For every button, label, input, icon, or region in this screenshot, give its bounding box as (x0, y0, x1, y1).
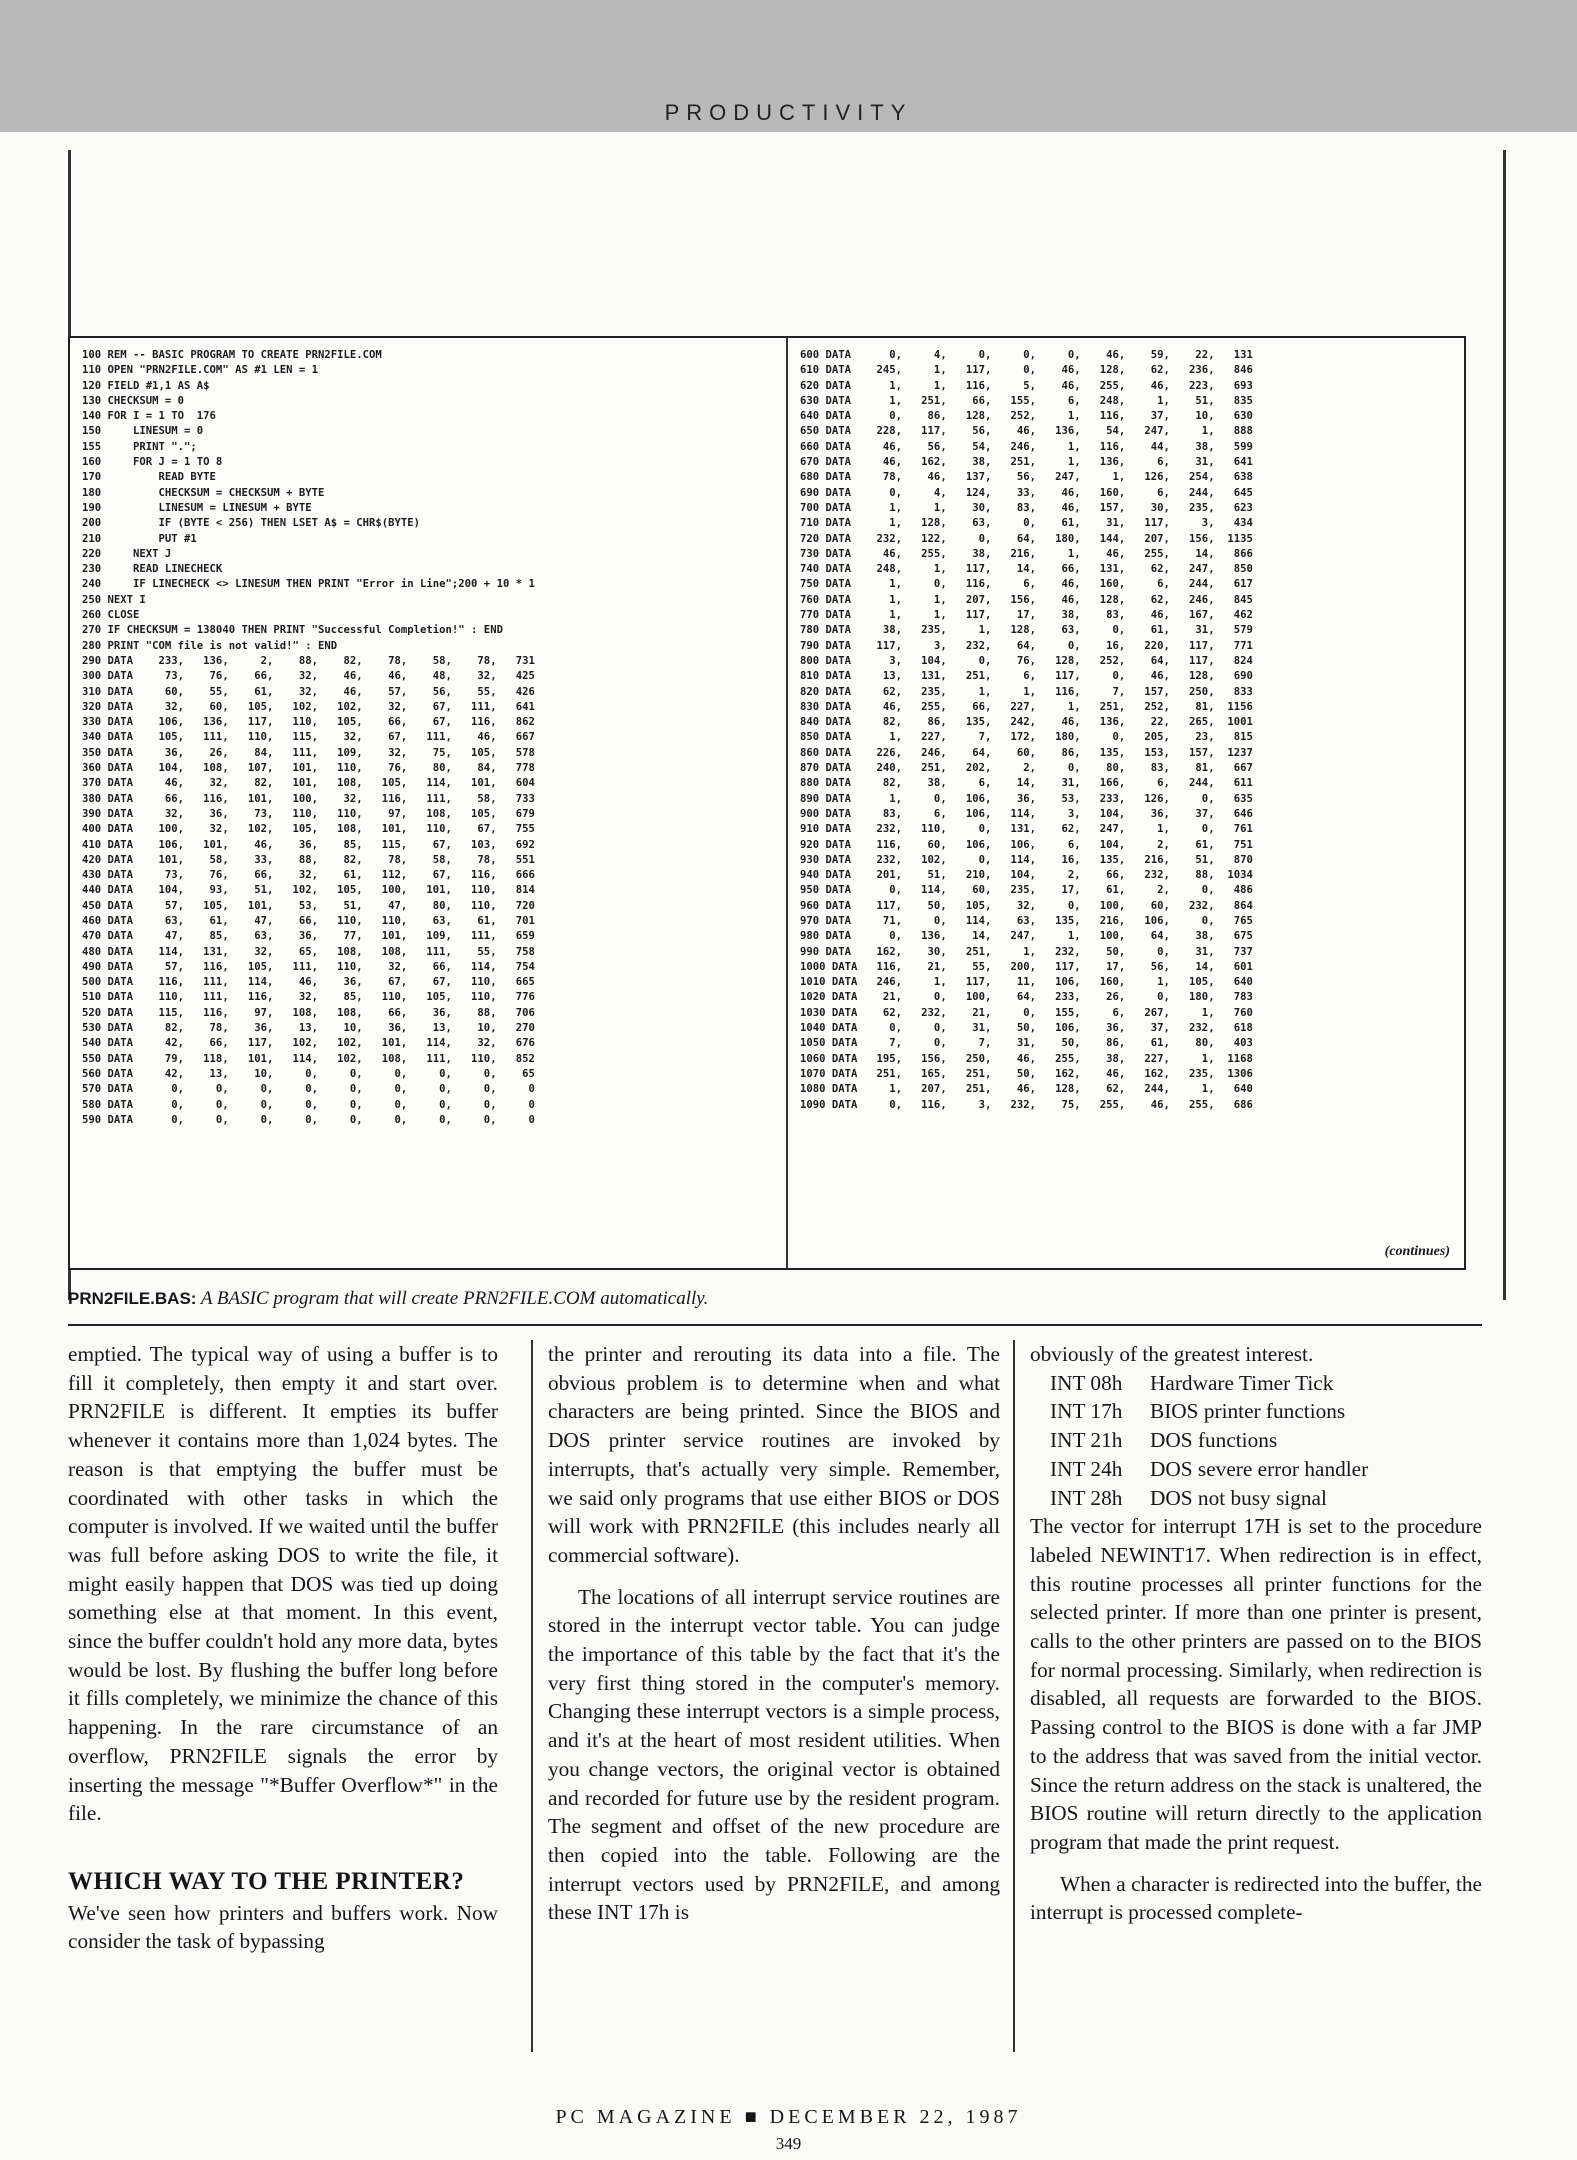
caption-rule (68, 1324, 1482, 1326)
article-column-1 (68, 1340, 498, 1956)
interrupt-desc: Hardware Timer Tick (1150, 1370, 1334, 1395)
listing-caption (68, 1288, 708, 1310)
list-item (1030, 1397, 1482, 1426)
paragraph: The vector for interrupt 17H is set to the procedure labeled NEWINT17. When redirection is in effect, this routine processes all printer functions for the selected printer. If more than one printer is present, calls to the other printers are passed on to the BIOS for normal processing. Similarly, when redirection is disabled, all requests are forwarded to the BIOS. Passing control to the BIOS is done with a far JMP to the address that was saved from the initial vector. Since the return address on the stack is unaltered, the BIOS routine will return directly to the application program that made the print request. (1030, 1514, 1482, 1854)
interrupt-code: INT 17h (1050, 1399, 1123, 1424)
column-rule (531, 1340, 533, 2052)
article-column-2 (548, 1340, 1000, 1927)
page-number: 349 (775, 2134, 802, 2153)
issue-date: DECEMBER 22, 1987 (769, 2106, 1022, 2128)
interrupt-desc: DOS functions (1150, 1428, 1278, 1453)
program-listing (68, 336, 1466, 1270)
paragraph: The locations of all interrupt service routines are stored in the interrupt vector table. You can judge the importance of this table by the fact that it's the very first thing stored in the computer's memory. Changing these interrupt vectors is a simple process, and it's at the heart of most resident utilities. When you change vectors, the original vector is obtained and recorded for future use by the resident program. The segment and offset of the new procedure are then copied into the table. Following are the interrupt vectors used by PRN2FILE, and among these INT 17h is (548, 1584, 1000, 1925)
paragraph: We've seen how printers and buffers work. Now consider the task of bypassing (68, 1900, 498, 1954)
list-item (1030, 1455, 1482, 1484)
listing-left-column: 100 REM -- BASIC PROGRAM TO CREATE PRN2FILE.COM 110 OPEN "PRN2FILE.COM" AS #1 LEN = 1 120 FIELD #1,1 AS A$ 130 CHECKSUM = 0 140 FOR I = 1 TO 176 150 LINESUM = 0 155 PRINT "."; 160 FOR J = 1 TO 8 170 READ BYTE 180 CHECKSUM = CHECKSUM + BYTE 190 LINESUM = LINESUM + BYTE 200 IF (BYTE < 256) THEN LSET A$ = CHR$(BYTE) 210 PUT #1 220 NEXT J 230 READ LINECHECK 240 IF LINECHECK <> LINESUM THEN PRINT "Error in Line";200 + 10 * 1 250 NEXT I 260 CLOSE 270 IF CHECKSUM = 138040 THEN PRINT "Successful Completion!" : END 280 PRINT "COM file is not valid!" : END 290 DATA 233, 136, 2, 88, 82, 78, 58, 78, 731 300 DATA 73, 76, 66, 32, 46, 46, 48, 32, 425 310 DATA 60, 55, 61, 32, 46, 57, 56, 55, 426 320 DATA 32, 60, 105, 102, 102, 32, 67, 111, 641 330 DATA 106, 136, 117, 110, 105, 66, 67, 116, 862 340 DATA 105, 111, 110, 115, 32, 67, 111, 46, 667 350 DATA 36, 26, 84, 111, 109, 32, 75, 105, 578 360 DATA 104, 108, 107, 101, 110, 76, 80, 84, 778 370 DATA 46, 32, 82, 101, 108, 105, 114, 101, 604 380 DATA 66, 116, 101, 100, 32, 116, 111, 58, 733 390 DATA 32, 36, 73, 110, 110, 97, 108, 105, 679 400 DATA 100, 32, 102, 105, 108, 101, 110, 67, 755 410 DATA 106, 101, 46, 36, 85, 115, 67, 103, 692 420 DATA 101, 58, 33, 88, 82, 78, 58, 78, 551 430 DATA 73, 76, 66, 32, 61, 112, 67, 116, 666 440 DATA 104, 93, 51, 102, 105, 100, 101, 110, 814 450 DATA 57, 105, 101, 53, 51, 47, 80, 110, 720 460 DATA 63, 61, 47, 66, 110, 110, 63, 61, 701 470 DATA 47, 85, 63, 36, 77, 101, 109, 111, 659 480 DATA 114, 131, 32, 65, 108, 108, 111, 55, 758 490 DATA 57, 116, 105, 111, 110, 32, 66, 114, 754 500 DATA 116, 111, 114, 46, 36, 67, 67, 110, 665 510 DATA 110, 111, 116, 32, 85, 110, 105, 110, 776 520 DATA 115, 116, 97, 108, 108, 66, 36, 88, 706 530 DATA 82, 78, 36, 13, 10, 36, 13, 10, 270 540 DATA 42, 66, 117, 102, 102, 101, 114, 32, 676 550 DATA 79, 118, 101, 114, 102, 108, 111, 110, 852 560 DATA 42, 13, 10, 0, 0, 0, 0, 0, 65 570 DATA 0, 0, 0, 0, 0, 0, 0, 0, 0 580 DATA 0, 0, 0, 0, 0, 0, 0, 0, 0 590 DATA 0, 0, 0, 0, 0, 0, 0, 0, 0 (82, 349, 535, 1126)
interrupt-list (1030, 1369, 1482, 1513)
section-heading: WHICH WAY TO THE PRINTER? (68, 1867, 465, 1895)
listing-right-column: 600 DATA 0, 4, 0, 0, 0, 46, 59, 22, 131 610 DATA 245, 1, 117, 0, 46, 128, 62, 236, 846 620 DATA 1, 1, 116, 5, 46, 255, 46, 223, 693 630 DATA 1, 251, 66, 155, 6, 248, 1, 51, 835 640 DATA 0, 86, 128, 252, 1, 116, 37, 10, 630 650 DATA 228, 117, 56, 46, 136, 54, 247, 1, 888 660 DATA 46, 56, 54, 246, 1, 116, 44, 38, 599 670 DATA 46, 162, 38, 251, 1, 136, 6, 31, 641 680 DATA 78, 46, 137, 56, 247, 1, 126, 254, 638 690 DATA 0, 4, 124, 33, 46, 160, 6, 244, 645 700 DATA 1, 1, 30, 83, 46, 157, 30, 235, 623 710 DATA 1, 128, 63, 0, 61, 31, 117, 3, 434 720 DATA 232, 122, 0, 64, 180, 144, 207, 156, 1135 730 DATA 46, 255, 38, 216, 1, 46, 255, 14, 866 740 DATA 248, 1, 117, 14, 66, 131, 62, 247, 850 750 DATA 1, 0, 116, 6, 46, 160, 6, 244, 617 760 DATA 1, 1, 207, 156, 46, 128, 62, 246, 845 770 DATA 1, 1, 117, 17, 38, 83, 46, 167, 462 780 DATA 38, 235, 1, 128, 63, 0, 61, 31, 579 790 DATA 117, 3, 232, 64, 0, 16, 220, 117, 771 800 DATA 3, 104, 0, 76, 128, 252, 64, 117, 824 810 DATA 13, 131, 251, 6, 117, 0, 46, 128, 690 820 DATA 62, 235, 1, 1, 116, 7, 157, 250, 833 830 DATA 46, 255, 66, 227, 1, 251, 252, 81, 1156 840 DATA 82, 86, 135, 242, 46, 136, 22, 265, 1001 850 DATA 1, 227, 7, 172, 180, 0, 205, 23, 815 860 DATA 226, 246, 64, 60, 86, 135, 153, 157, 1237 870 DATA 240, 251, 202, 2, 0, 80, 83, 81, 667 880 DATA 82, 38, 6, 14, 31, 166, 6, 244, 611 890 DATA 1, 0, 106, 36, 53, 233, 126, 0, 635 900 DATA 83, 6, 106, 114, 3, 104, 36, 37, 646 910 DATA 232, 110, 0, 131, 62, 247, 1, 0, 761 920 DATA 116, 60, 106, 106, 6, 104, 2, 61, 751 930 DATA 232, 102, 0, 114, 16, 135, 216, 51, 870 940 DATA 201, 51, 210, 104, 2, 66, 232, 88, 1034 950 DATA 0, 114, 60, 235, 17, 61, 2, 0, 486 960 DATA 117, 50, 105, 32, 0, 100, 60, 232, 864 970 DATA 71, 0, 114, 63, 135, 216, 106, 0, 765 980 DATA 0, 136, 14, 247, 1, 100, 64, 38, 675 990 DATA 162, 30, 251, 1, 232, 50, 0, 31, 737 1000 DATA 116, 21, 55, 200, 117, 17, 56, 14, 601 1010 DATA 246, 1, 117, 11, 106, 160, 1, 105, 640 1020 DATA 21, 0, 100, 64, 233, 26, 0, 180, 783 1030 DATA 62, 232, 21, 0, 155, 6, 267, 1, 760 1040 DATA 0, 0, 31, 50, 106, 36, 37, 232, 618 1050 DATA 7, 0, 7, 31, 50, 86, 61, 80, 403 1060 DATA 195, 156, 250, 46, 255, 38, 227, 1, 1168 1070 DATA 251, 165, 251, 50, 162, 46, 162, 235, 1306 1080 DATA 1, 207, 251, 46, 128, 62, 244, 1, 640 1090 DATA 0, 116, 3, 232, 75, 255, 46, 255, 686 (800, 349, 1253, 1111)
magazine-name: PC MAGAZINE (555, 2106, 736, 2128)
section-label: PRODUCTIVITY (664, 100, 913, 125)
listing-divider (786, 338, 788, 1268)
list-item (1030, 1426, 1482, 1455)
interrupt-desc: BIOS printer functions (1150, 1399, 1346, 1424)
interrupt-code: INT 08h (1050, 1370, 1123, 1395)
paragraph: the printer and rerouting its data into a file. The obvious problem is to determine when and what characters are being printed. Since the BIOS and DOS printer service routines are invoked by interrupts, that's actually very simple. Remember, we said only programs that use either BIOS or DOS will work with PRN2FILE (this includes nearly all commercial software). (548, 1342, 1000, 1567)
paragraph: obviously of the greatest interest. (1030, 1342, 1314, 1366)
continues-note: (continues) (1384, 1244, 1450, 1259)
caption-text: A BASIC program that will create PRN2FILE.COM automatically. (196, 1288, 709, 1309)
interrupt-code: INT 28h (1050, 1485, 1123, 1510)
interrupt-desc: DOS severe error handler (1150, 1456, 1369, 1481)
caption-name: PRN2FILE.BAS: (68, 1289, 197, 1308)
column-rule (1013, 1340, 1015, 2052)
list-item (1030, 1369, 1482, 1398)
interrupt-code: INT 21h (1050, 1428, 1123, 1453)
paragraph: When a character is redirected into the buffer, the interrupt is processed complete- (1030, 1871, 1482, 1925)
page-footer (0, 2106, 1577, 2129)
list-item (1030, 1484, 1482, 1513)
interrupt-desc: DOS not busy signal (1150, 1485, 1327, 1510)
paragraph: emptied. The typical way of using a buffer is to fill it completely, then empty it and start over. PRN2FILE is different. It empties its buffer whenever it contains more than 1,024 bytes. The reason is that emptying the buffer must be coordinated with other tasks in which the computer is involved. If we waited until the buffer was full before asking DOS to write the file, it might easily happen that DOS was tied up doing something else at that moment. In this event, since the buffer couldn't hold any more data, bytes would be lost. By flushing the buffer long before it fills completely, we minimize the chance of this happening. In the rare circumstance of an overflow, PRN2FILE signals the error by inserting the message "*Buffer Overflow*" in the file. (68, 1342, 498, 1826)
interrupt-code: INT 24h (1050, 1456, 1123, 1481)
article-column-3 (1030, 1340, 1482, 1927)
right-margin-rule (1503, 150, 1506, 1300)
footer-bullet: ■ (744, 2106, 761, 2128)
